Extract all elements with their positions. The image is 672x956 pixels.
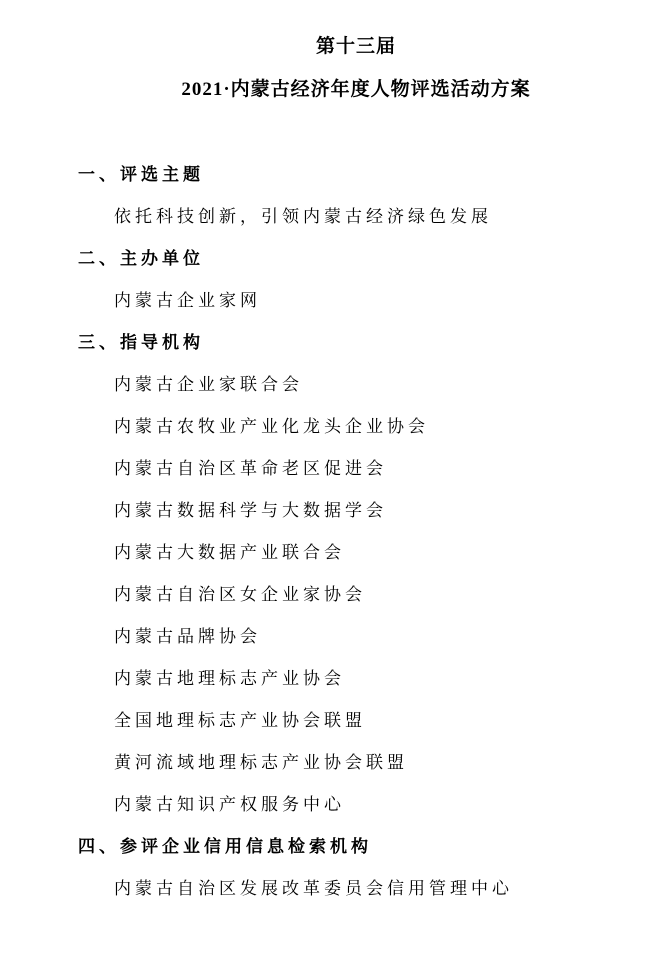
section-item: 内蒙古企业家网 xyxy=(114,290,261,310)
section-item: 内蒙古知识产权服务中心 xyxy=(114,794,345,814)
section-item: 内蒙古自治区女企业家协会 xyxy=(114,584,366,604)
section-item: 内蒙古自治区发展改革委员会信用管理中心 xyxy=(114,878,513,898)
section-item: 内蒙古自治区革命老区促进会 xyxy=(114,458,387,478)
section-item: 内蒙古数据科学与大数据学会 xyxy=(114,500,387,520)
section-item: 内蒙古品牌协会 xyxy=(114,626,261,646)
document-subtitle: 2021·内蒙古经济年度人物评选活动方案 xyxy=(181,79,531,100)
section-item: 内蒙古农牧业产业化龙头企业协会 xyxy=(114,416,429,436)
section-item: 依托科技创新，引领内蒙古经济绿色发展 xyxy=(114,206,492,226)
section-item: 内蒙古地理标志产业协会 xyxy=(114,668,345,688)
section-item: 黄河流域地理标志产业协会联盟 xyxy=(114,752,408,772)
document-title: 第十三届 xyxy=(315,36,396,57)
section-item: 全国地理标志产业协会联盟 xyxy=(114,710,366,730)
section-item: 内蒙古大数据产业联合会 xyxy=(114,542,345,562)
document-header xyxy=(0,0,672,101)
section-heading-selection-theme: 一、评选主题 xyxy=(78,164,204,184)
section-heading-guiding-institutions: 三、指导机构 xyxy=(78,332,204,352)
section-heading-organizer: 二、主办单位 xyxy=(78,248,204,268)
section-item: 内蒙古企业家联合会 xyxy=(114,374,303,394)
document-body xyxy=(0,151,672,907)
section-heading-credit-info-search-institution: 四、参评企业信用信息检索机构 xyxy=(78,836,372,856)
